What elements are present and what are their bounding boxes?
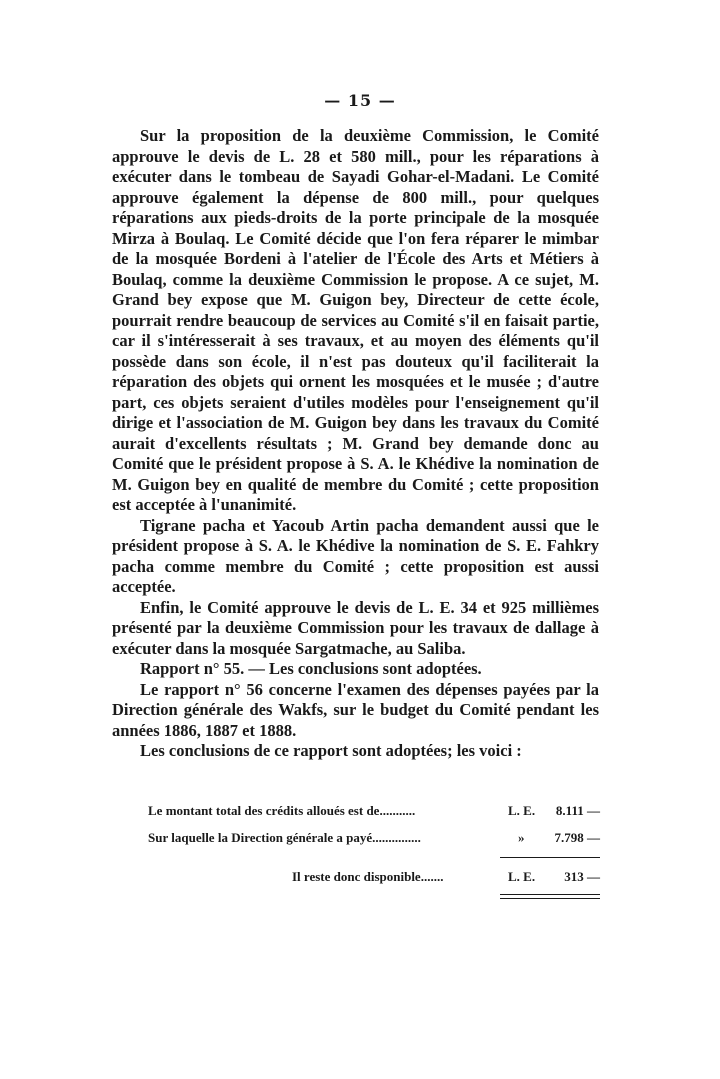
paragraph: Rapport n° 55. — Les conclusions sont adoptées.	[140, 659, 482, 678]
paragraph: Les conclusions de ce rapport sont adoptées; les voici :	[140, 741, 522, 760]
account-row-total	[148, 869, 600, 887]
account-row-paid	[148, 830, 600, 848]
account-currency: L. E.	[508, 869, 536, 884]
total-rule-bottom	[500, 898, 600, 899]
paragraph: Sur la proposition de la deuxième Commission, le Comité approuve le devis de L. 28 et 580 mill., pour les réparations à exécuter dans le tombeau de Sayadi Gohar-el-Madani. Le Comité approuve également la dépense de 800 mill., pour quelques réparations aux pieds-droits de la porte principale de la mosquée Mirza à Boulaq. Le Comité décide que l'on fera réparer le mimbar de la mosquée Bordeni à l'atelier de l'École des Arts et Métiers à Boulaq, comme la deuxième Commission le propose. A ce sujet, M. Grand bey expose que M. Guigon bey, Directeur de cette école, pourrait rendre beaucoup de services au Comité s'il en faisait partie, car il s'intéresserait à ses travaux, et au moyen des éléments qu'il possède dans son école, il n'est pas douteux qu'il faciliterait la réparation des objets qui ornent les mosquées et le musée ; d'autre part, ces objets seraient d'utiles modèles pour l'enseignement qu'il dirige et l'association de M. Guigon bey dans les travaux du Comité aurait d'excellents résultats ; M. Grand bey demande donc au Comité que le président propose à S. A. le Khédive la nomination de M. Guigon bey en qualité de membre du Comité ; cette proposition est acceptée à l'unanimité.	[112, 126, 599, 514]
account-amount: 313 —	[564, 869, 600, 884]
page-number: — 15 —	[324, 91, 396, 110]
paragraph: Tigrane pacha et Yacoub Artin pacha demandent aussi que le président propose à S. A. le Khédive la nomination de S. E. Fahkry pacha comme membre du Comité ; cette proposition est aussi acceptée.	[112, 515, 599, 596]
account-currency: »	[518, 830, 525, 845]
paragraph: Le rapport n° 56 concerne l'examen des dépenses payées par la Direction générale des Wakfs, sur le budget du Comité pendant les années 1886, 1887 et 1888.	[112, 679, 599, 740]
sum-rule	[500, 857, 600, 858]
account-row-credits	[148, 803, 600, 821]
account-label: Le montant total des crédits alloués est de...........	[148, 803, 416, 818]
paragraph: Enfin, le Comité approuve le devis de L. E. 34 et 925 millièmes présenté par la deuxième Commission pour les travaux de dallage à exécuter dans la mosquée Sargatmache, au Saliba.	[112, 597, 599, 658]
account-currency: L. E.	[508, 803, 536, 818]
account-label: Sur laquelle la Direction générale a payé...............	[148, 830, 421, 845]
account-amount: 7.798 —	[554, 830, 600, 845]
body-text	[112, 126, 599, 762]
total-rule-top	[500, 894, 600, 895]
account-amount: 8.111 —	[555, 803, 600, 818]
account-label: Il reste donc disponible.......	[292, 869, 444, 884]
